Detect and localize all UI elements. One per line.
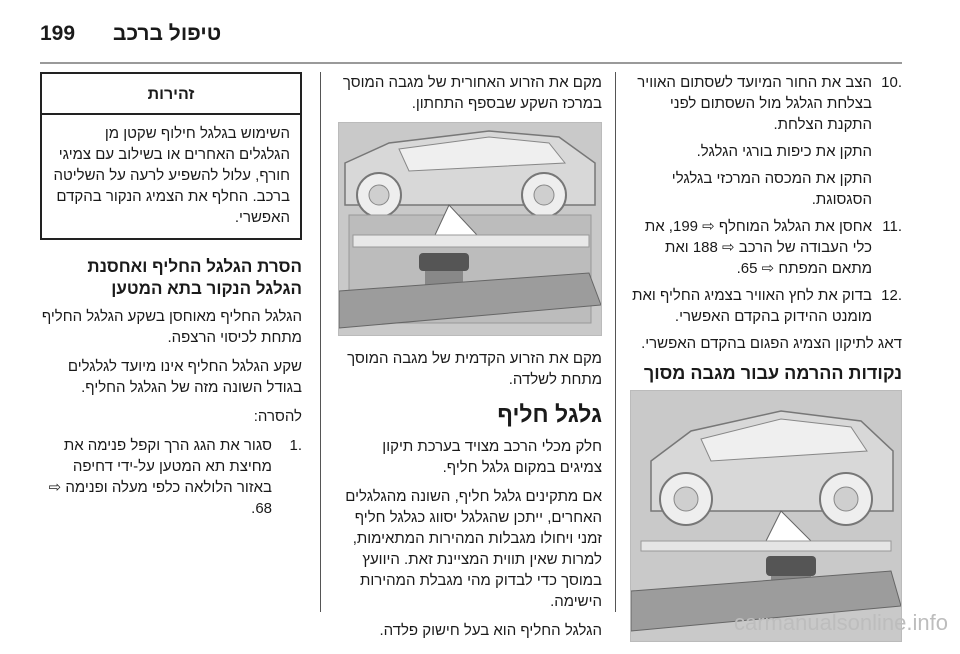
step-number: .11 — [882, 218, 902, 235]
section-heading: נקודות ההרמה עבור מגבה מסוך — [643, 363, 902, 383]
page-header — [0, 0, 960, 64]
jack-arm-icon — [339, 123, 601, 335]
step-10-sub-1: התקן את כיפות בורגי הגלגל. — [696, 143, 872, 160]
step-10 — [628, 72, 902, 135]
header-rule — [40, 62, 902, 64]
step-text: הצב את החור המיועד לשסתום האוויר בצלחת הגלגל מול השסתום לפני התקנת הצלחת. — [637, 74, 872, 133]
warning-title: זהירות — [42, 74, 300, 115]
paragraph: הגלגל החליף הוא בעל חישוק פלדה. — [379, 622, 602, 639]
page-number: 199 — [40, 22, 76, 45]
paragraph: שקע הגלגל החליף אינו מיועד לגלגלים בגודל השונה מזה של הגלגל החליף. — [67, 358, 302, 396]
note: דאג לתיקון הצמיג הפגום בהקדם האפשרי. — [641, 335, 902, 352]
column-divider — [320, 72, 321, 612]
column-divider — [615, 72, 616, 612]
warning-box — [40, 72, 302, 240]
step-10-sub-2: התקן את המכסה המרכזי בגלגלי הסגסוגת. — [671, 170, 872, 208]
page-title: טיפול ברכב — [113, 22, 222, 45]
step-text: אחסן את הגלגל המוחלף ⇨ 199, את כלי העבודה של הרכב ⇨ 188 ואת מתאם המפתח ⇨ 65. — [644, 218, 872, 277]
section-heading: הסרת הגלגל החליף ואחסנת הגלגל הנקור בתא המטען — [87, 257, 302, 298]
paragraph: מקם את הזרוע הקדמית של מגבה המוסך מתחת לשלדה. — [347, 350, 602, 388]
paragraph: מקם את הזרוע האחורית של מגבה המוסך במרכז השקע שבספף התחתון. — [342, 74, 602, 112]
right-column — [628, 72, 902, 654]
step-number: .1 — [289, 437, 302, 454]
car-jack-icon — [631, 391, 901, 641]
step-number: .12 — [881, 287, 902, 304]
step-text: סגור את הגג הרך וקפל פנימה את מחיצת תא המטען על-ידי דחיפה באזור הלולאה כלפי מעלה ופנימה ⇨ 68. — [48, 437, 272, 517]
step-text: בדוק את לחץ האוויר בצמיג החליף ואת מומנט ההידוק בהקדם האפשרי. — [632, 287, 872, 325]
left-column — [40, 72, 302, 523]
paragraph: חלק מכלי הרכב מצויד בערכת תיקון צמיגים במקום גלגל חליף. — [382, 438, 602, 476]
step-11 — [628, 216, 902, 279]
warning-text: השימוש בגלגל חילוף שקטן מן הגלגלים האחרים או בשילוב עם צמיגי חורף, עלול להשפיע לרעה על השליטה ברכב. החלף את הצמיג הנקור בהקדם האפשרי. — [53, 125, 290, 226]
section-heading: גלגל חליף — [497, 401, 602, 427]
car-lift-point-illustration — [630, 390, 902, 642]
step-number: .10 — [881, 74, 902, 91]
step-12 — [628, 285, 902, 327]
rear-lift-arm-illustration — [338, 122, 602, 336]
step-1 — [40, 435, 302, 519]
paragraph: הגלגל החליף מאוחסן בשקע הגלגל החליף מתחת לכיסוי הרצפה. — [41, 308, 302, 346]
paragraph: אם מתקינים גלגל חליף, השונה מהגלגלים האחרים, ייתכן שהגלגל יסווג כגלגל חליף זמני ויחולו מגבלות המהירות המתאימות, למרות שאין תווית המציינת זאת. היוועץ במוסך כדי לבדוק מהי מגבלת המהירות הישימה. — [345, 488, 602, 610]
watermark: carmanualsonline.info — [733, 610, 948, 635]
paragraph: להסרה: — [253, 408, 302, 425]
middle-column — [338, 72, 602, 649]
